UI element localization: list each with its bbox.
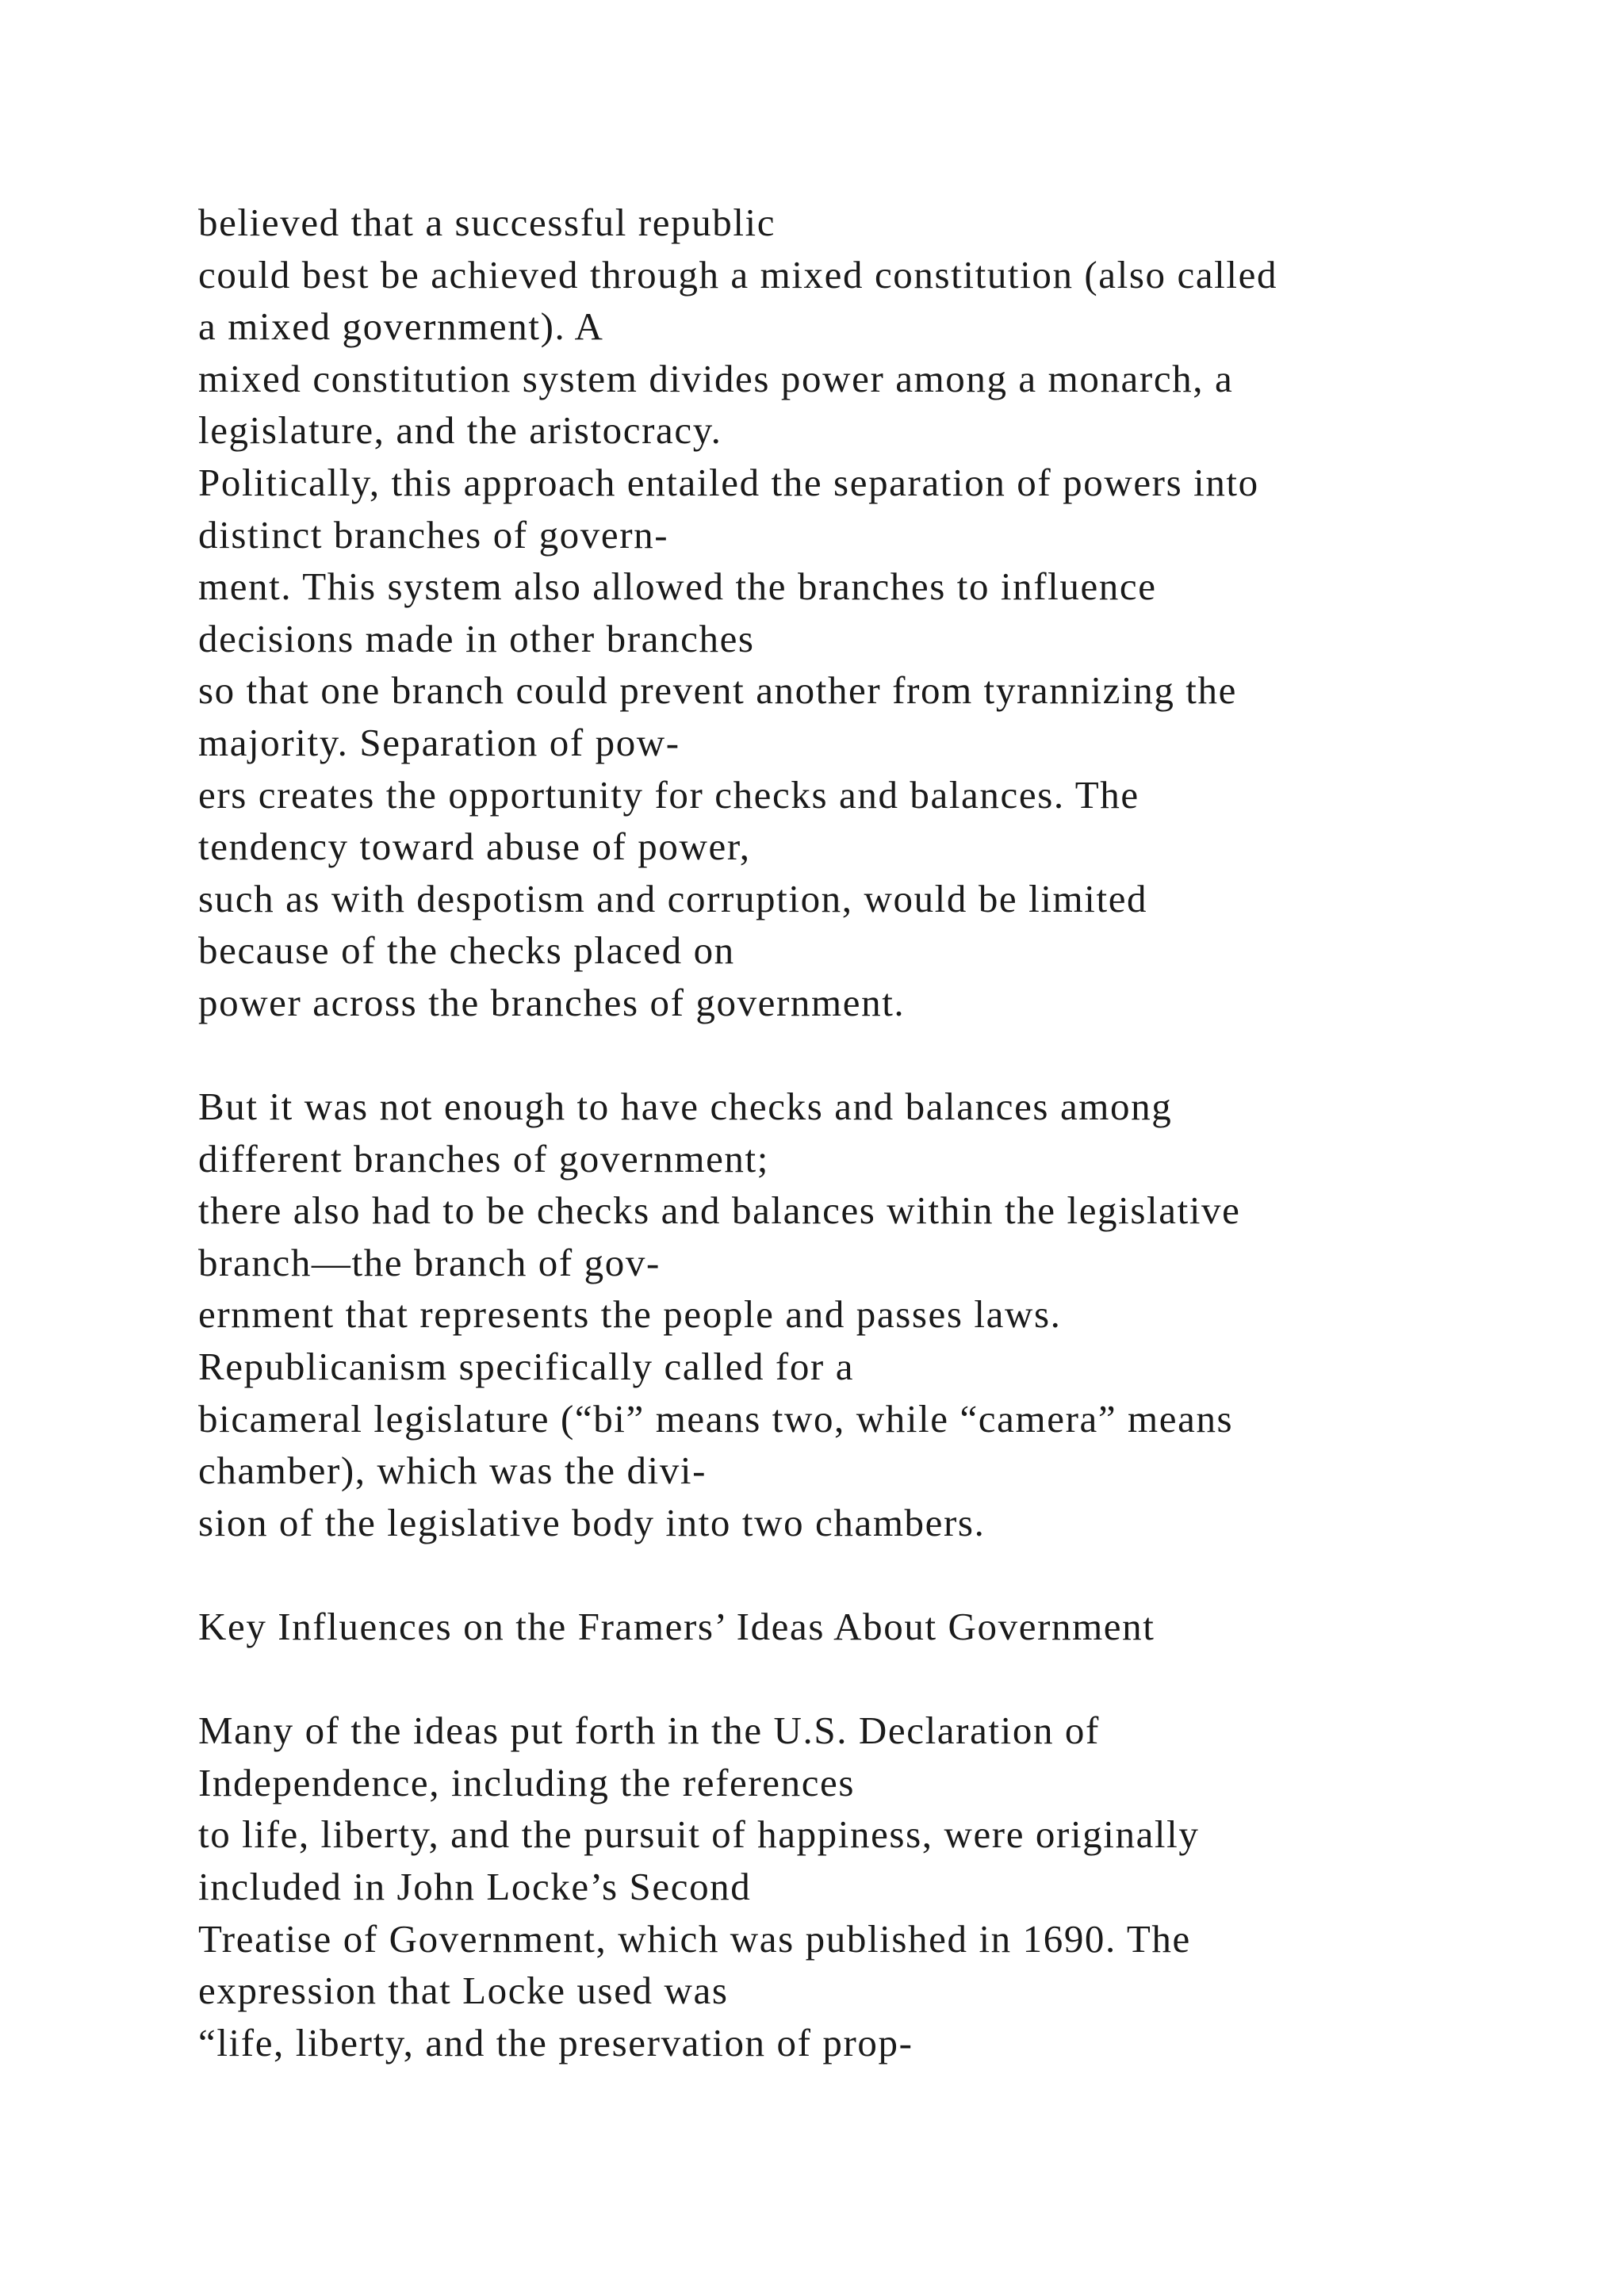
text-line: ment. This system also allowed the branches to influence (198, 564, 1157, 609)
paragraph-gap (198, 1653, 1546, 1705)
text-line: “life, liberty, and the preservation of prop- (198, 2020, 914, 2064)
text-line: legislature, and the aristocracy. (198, 408, 722, 453)
paragraph-locke-influence (198, 1705, 1546, 2068)
text-line: distinct branches of govern- (198, 512, 669, 557)
text-line: branch—the branch of gov- (198, 1240, 661, 1284)
text-line: so that one branch could prevent another from tyrannizing the (198, 668, 1237, 713)
text-line: because of the checks placed on (198, 928, 735, 973)
text-line: Independence, including the references (198, 1760, 856, 1804)
section-heading-text: Key Influences on the Framers’ Ideas About Government (198, 1605, 1155, 1649)
section-heading (198, 1601, 1546, 1653)
text-line: mixed constitution system divides power among a monarch, a (198, 356, 1234, 400)
text-line: included in John Locke’s Second (198, 1865, 752, 1908)
text-line: such as with despotism and corruption, would be limited (198, 876, 1148, 920)
paragraph-mixed-constitution (198, 197, 1546, 1029)
text-line: there also had to be checks and balances within the legislative (198, 1188, 1241, 1233)
text-line: power across the branches of government. (198, 980, 906, 1024)
text-line: Treatise of Government, which was published in 1690. The (198, 1916, 1191, 1961)
text-line: bicameral legislature (“bi” means two, while “camera” means (198, 1396, 1234, 1441)
paragraph-bicameral-legislature (198, 1081, 1546, 1548)
paragraph-gap (198, 1029, 1546, 1081)
text-line: But it was not enough to have checks and balances among (198, 1085, 1173, 1129)
text-line: sion of the legislative body into two chambers. (198, 1500, 986, 1544)
text-line: decisions made in other branches (198, 616, 755, 660)
text-line: believed that a successful republic (198, 201, 776, 244)
text-line: a mixed government). A (198, 304, 604, 349)
text-line: different branches of government; (198, 1136, 769, 1181)
text-line: tendency toward abuse of power, (198, 825, 751, 869)
text-line: ernment that represents the people and passes laws. (198, 1292, 1062, 1337)
text-line: Politically, this approach entailed the separation of powers into (198, 460, 1259, 504)
text-line: to life, liberty, and the pursuit of happiness, were originally (198, 1812, 1200, 1857)
text-line: ers creates the opportunity for checks and balances. The (198, 772, 1139, 817)
paragraph-gap (198, 1548, 1546, 1601)
text-line: Republicanism specifically called for a (198, 1345, 855, 1389)
text-line: could best be achieved through a mixed constitution (also called (198, 252, 1278, 297)
document-body (198, 197, 1546, 2068)
text-line: chamber), which was the divi- (198, 1448, 707, 1493)
text-line: majority. Separation of pow- (198, 720, 680, 764)
text-line: Many of the ideas put forth in the U.S. Declaration of (198, 1709, 1100, 1753)
text-line: expression that Locke used was (198, 1969, 729, 2013)
